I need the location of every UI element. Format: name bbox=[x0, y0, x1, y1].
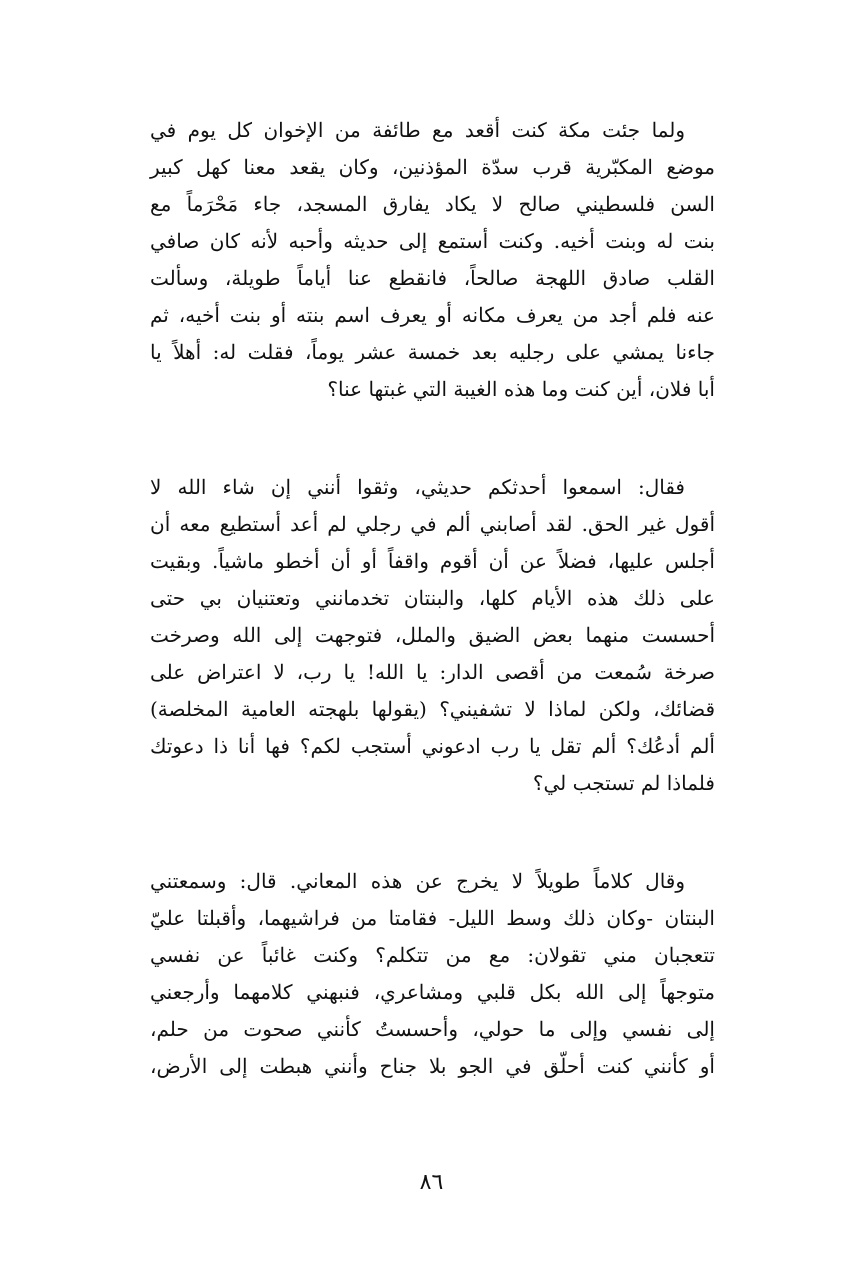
text-line: ولما جئت مكة كنت أقعد مع طائفة من الإخوان كل يوم في bbox=[150, 118, 685, 142]
paragraph-3 bbox=[150, 863, 715, 1085]
text-line: القلب صادق اللهجة صالحاً، فانقطع عنا أياماً طويلة، وسألت bbox=[150, 266, 715, 290]
text-line: أقول غير الحق. لقد أصابني ألم في رجلي لم أعد أستطيع معه أن bbox=[150, 512, 715, 536]
text-line: أبا فلان، أين كنت وما هذه الغيبة التي غبتها عنا؟ bbox=[327, 377, 715, 401]
text-line: عنه فلم أجد من يعرف مكانه أو يعرف اسم بنته أو بنت أخيه، ثم bbox=[150, 303, 715, 327]
text-line: على ذلك هذه الأيام كلها، والبنتان تخدمانني وتعتنيان بي حتى bbox=[150, 586, 715, 610]
page-number: ٨٦ bbox=[419, 1170, 444, 1195]
text-line: جاءنا يمشي على رجليه بعد خمسة عشر يوماً، فقلت له: أهلاً يا bbox=[150, 340, 715, 364]
text-line: تتعجبان مني تقولان: مع من تتكلم؟ وكنت غائباً عن نفسي bbox=[150, 943, 715, 967]
text-line: بنت له وبنت أخيه. وكنت أستمع إلى حديثه وأحبه لأنه كان صافي bbox=[150, 229, 715, 253]
text-line: فقال: اسمعوا أحدثكم حديثي، وثقوا أنني إن شاء الله لا bbox=[150, 475, 685, 499]
text-line: صرخة سُمعت من أقصى الدار: يا الله! يا رب، لا اعتراض على bbox=[150, 660, 715, 684]
text-line: البنتان -وكان ذلك وسط الليل- فقامتا من فراشيهما، وأقبلتا عليّ bbox=[150, 906, 715, 930]
text-line: السن فلسطيني صالح لا يكاد يفارق المسجد، جاء مَحْرَماً مع bbox=[150, 192, 715, 216]
text-line: فلماذا لم تستجب لي؟ bbox=[532, 771, 715, 795]
text-line: وقال كلاماً طويلاً لا يخرج عن هذه المعاني. قال: وسمعتني bbox=[150, 869, 685, 893]
text-line: قضائك، ولكن لماذا لا تشفيني؟ (يقولها بلهجته العامية المخلصة) bbox=[150, 697, 715, 721]
text-line: موضع المكبّرية قرب سدّة المؤذنين، وكان يقعد معنا كهل كبير bbox=[150, 155, 715, 179]
text-line: إلى نفسي وإلى ما حولي، وأحسستُ كأنني صحوت من حلم، bbox=[150, 1017, 715, 1041]
text-line: أجلس عليها، فضلاً عن أن أقوم واقفاً أو أن أخطو ماشياً. وبقيت bbox=[150, 549, 715, 573]
text-line: أحسست منهما بعض الضيق والملل، فتوجهت إلى الله وصرخت bbox=[150, 623, 715, 647]
text-line: ألم أدعُك؟ ألم تقل يا رب ادعوني أستجب لكم؟ فها أنا ذا دعوتك bbox=[150, 734, 715, 758]
text-line: متوجهاً إلى الله بكل قلبي ومشاعري، فنبهني كلامهما وأرجعني bbox=[150, 980, 715, 1004]
paragraph-1 bbox=[150, 112, 715, 408]
text-line: أو كأنني كنت أحلّق في الجو بلا جناح وأنني هبطت إلى الأرض، bbox=[150, 1054, 715, 1078]
paragraph-2 bbox=[150, 469, 715, 802]
